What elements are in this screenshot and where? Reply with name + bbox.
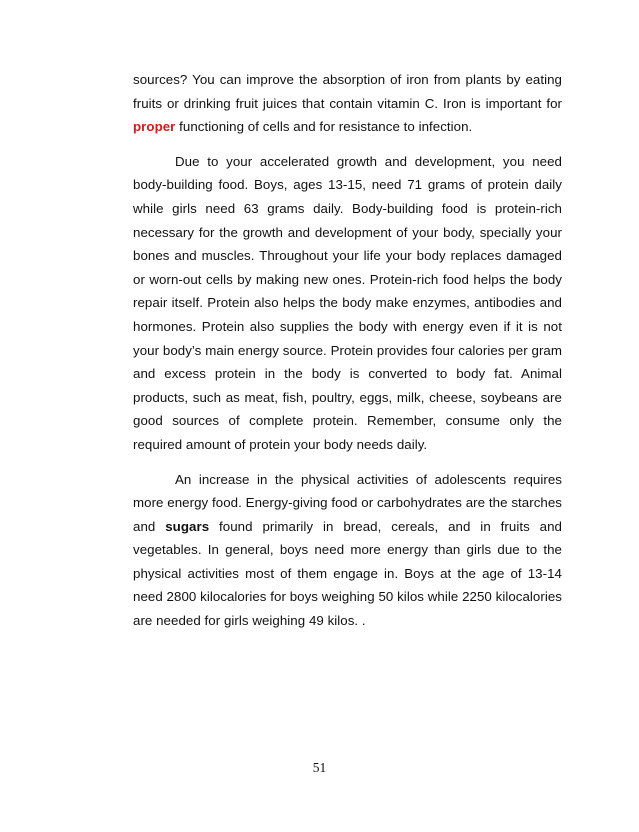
text-segment: sources? You can improve the absorption of iron from plants by eating fruits or drinking fruit juices that contain vitamin C. Iron is important for bbox=[133, 72, 562, 111]
bold-word-sugars: sugars bbox=[165, 518, 210, 534]
text-segment: found primarily in bread, cereals, and in fruits and vegetables. In general, boys need more energy than girls due to the physical activities most of them engage in. Boys at the age of 13-14 need 2800 kilocalories for boys weighing 50 kilos while 2250 kilocalories are needed for girls weighing 49 kilos. . bbox=[133, 518, 562, 629]
text-segment: An increase in the physical activities of adolescents requires more energy food. Energy-giving food or carbohydrates are the starches bbox=[133, 471, 562, 511]
paragraph-iron bbox=[133, 68, 562, 139]
paragraph-protein bbox=[133, 150, 562, 457]
text-segment: Due to your accelerated growth and development, you need body-building food. Boys, ages 13-15, need 71 grams of protein daily while girls need 63 grams daily. Body-building food is protein-rich necessary for the growth and development of your body, specially your bones and muscles. Throughout your life your body replaces damaged or worn-out cells by making new ones. Protein-rich food helps the body repair itself. Protein also helps the body make enzymes, antibodies and hormones. Protein also supplies the body with energy even if it is not your body’s main energy source. Protein provides four calories per gram and excess protein in the body is converted to body fat. Animal products, such as meat, fish, poultry, eggs, milk, cheese, soybeans are good sources of complete protein. Remember, consume only the required amount of protein your body needs daily. bbox=[133, 153, 562, 452]
text-segment: and bbox=[133, 518, 156, 534]
paragraph-energy bbox=[133, 468, 562, 633]
text-segment: functioning of cells and for resistance to infection. bbox=[175, 119, 473, 135]
text-segment bbox=[155, 519, 165, 534]
body-text bbox=[133, 68, 562, 633]
highlighted-word-proper: proper bbox=[133, 119, 176, 135]
page-number: 51 bbox=[312, 760, 327, 775]
